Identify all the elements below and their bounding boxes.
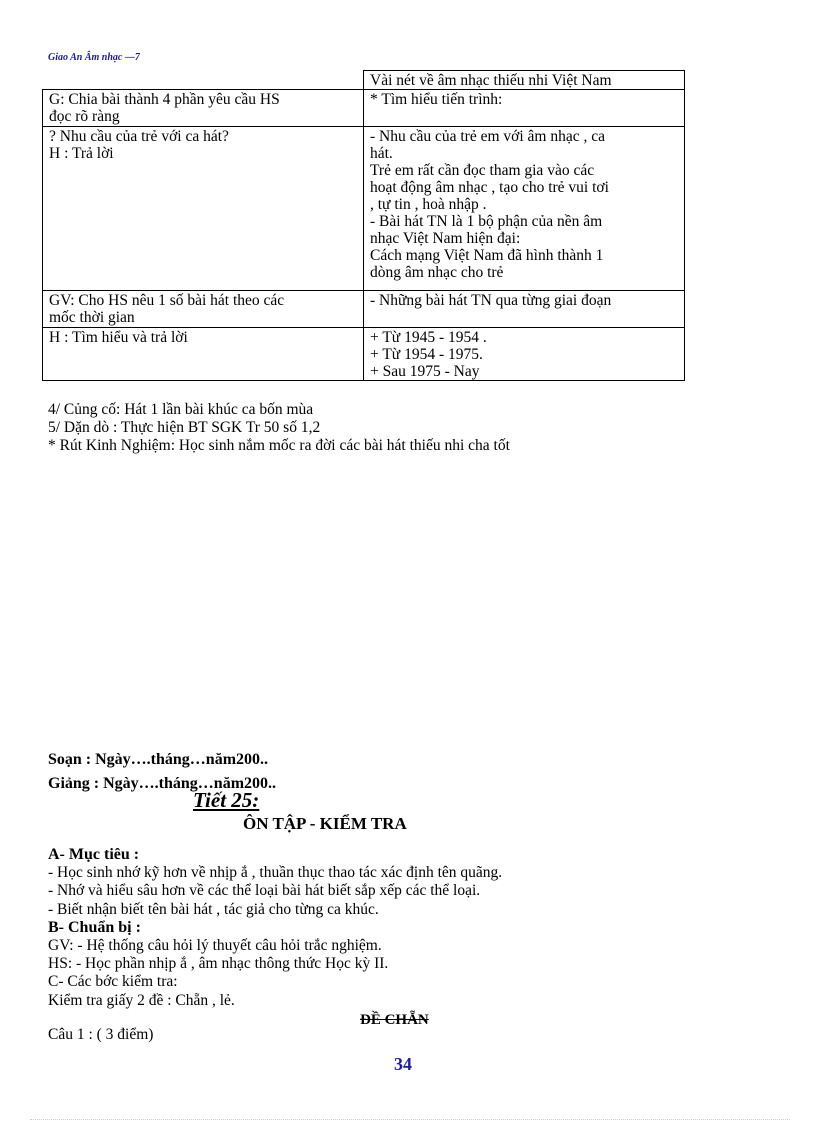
cell-line: Trẻ em rất cần đọc tham gia vào các <box>370 162 595 179</box>
exam-version-heading: ĐỀ CHẴN <box>360 1012 429 1028</box>
subject-title: ÔN TẬP - KIỂM TRA <box>243 814 407 833</box>
table-cell <box>364 71 685 90</box>
cell-line: Vài nét về âm nhạc thiếu nhi Việt Nam <box>370 72 612 89</box>
cell-line: hát. <box>370 145 393 162</box>
lesson-notes <box>48 401 510 455</box>
lesson-body <box>48 846 502 1010</box>
table-row <box>43 71 685 90</box>
cell-line: G: Chia bài thành 4 phần yêu cầu HS <box>49 91 280 108</box>
list-item: - Nhớ và hiểu sâu hơn về các thể loại bài hát biết sắp xếp các thể loại. <box>48 882 481 900</box>
page-number: 34 <box>394 1054 412 1074</box>
cell-line: + Từ 1954 - 1975. <box>370 346 483 363</box>
table-cell <box>364 291 685 328</box>
table-cell <box>43 127 364 291</box>
table-row <box>43 291 685 328</box>
cell-line: hoạt động âm nhạc , tạo cho trẻ vui tơi <box>370 179 609 196</box>
list-item: - Biết nhận biết tên bài hát , tác giả cho từng ca khúc. <box>48 900 379 918</box>
list-item: GV: - Hệ thống câu hỏi lý thuyết câu hỏi trắc nghiệm. <box>48 937 382 955</box>
cell-line: GV: Cho HS nêu 1 số bài hát theo các <box>49 292 285 309</box>
table-row <box>43 328 685 381</box>
question-label: Câu 1 : ( 3 điểm) <box>48 1026 154 1043</box>
list-item: C- Các bớc kiểm tra: <box>48 973 178 991</box>
table-cell <box>364 328 685 381</box>
note-line: 4/ Củng cố: Hát 1 lần bài khúc ca bốn mùa <box>48 401 314 418</box>
lesson-title: Tiết 25: <box>193 788 260 812</box>
lesson-table <box>42 70 685 381</box>
table-cell <box>364 127 685 291</box>
document-header: Giao An Âm nhạc —7 <box>48 52 140 63</box>
cell-line: H : Tìm hiểu và trả lời <box>49 329 188 346</box>
cell-line: - Nhu cầu của trẻ em với âm nhạc , ca <box>370 128 605 145</box>
cell-line: - Bài hát TN là 1 bộ phận của nền âm <box>370 213 603 230</box>
table-cell-empty <box>43 71 364 90</box>
note-line: * Rút Kinh Nghiệm: Học sinh nắm mốc ra đời các bài hát thiếu nhi cha tốt <box>48 437 510 454</box>
table-row <box>43 90 685 127</box>
cell-line: dòng âm nhạc cho trẻ <box>370 264 504 281</box>
cell-line: đọc rõ ràng <box>49 108 120 125</box>
section-heading-chuan-bi: B- Chuẩn bị : <box>48 918 141 936</box>
section-heading-muc-tieu: A- Mục tiêu : <box>48 846 140 863</box>
cell-line: nhạc Việt Nam hiện đại: <box>370 230 521 247</box>
table-cell <box>364 90 685 127</box>
table-cell <box>43 328 364 381</box>
cell-line: + Từ 1945 - 1954 . <box>370 329 487 346</box>
list-item: Kiểm tra giấy 2 đề : Chẵn , lẻ. <box>48 991 235 1009</box>
cell-line: , tự tin , hoà nhập . <box>370 196 487 213</box>
list-item: HS: - Học phần nhịp ắ , âm nhạc thông thức Học kỳ II. <box>48 955 389 973</box>
cell-line: mốc thời gian <box>49 309 135 326</box>
footer-divider <box>30 1119 790 1120</box>
note-line: 5/ Dặn dò : Thực hiện BT SGK Tr 50 số 1,2 <box>48 419 321 436</box>
cell-line: ? Nhu cầu của trẻ với ca hát? <box>49 128 229 145</box>
cell-line: + Sau 1975 - Nay <box>370 363 480 380</box>
table-row <box>43 127 685 291</box>
cell-line: Cách mạng Việt Nam đã hình thành 1 <box>370 247 604 264</box>
cell-line: * Tìm hiểu tiến trình: <box>370 91 503 108</box>
giang-date: Giảng : Ngày….tháng…năm200.. <box>48 775 277 792</box>
table-cell <box>43 291 364 328</box>
cell-line: - Những bài hát TN qua từng giai đoạn <box>370 292 612 309</box>
cell-line: H : Trả lời <box>49 145 114 162</box>
list-item: - Học sinh nhớ kỹ hơn về nhịp ắ , thuần thục thao tác xác định tên quãng. <box>48 864 503 882</box>
soan-date: Soạn : Ngày….tháng…năm200.. <box>48 751 269 768</box>
table-cell <box>43 90 364 127</box>
